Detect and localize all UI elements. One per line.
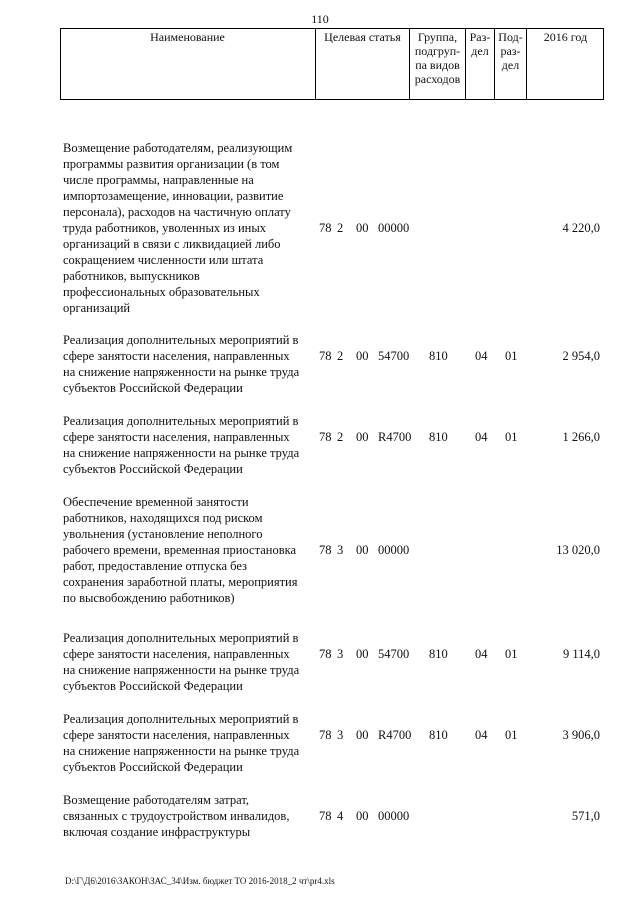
header-subsection: Под- раз- дел (495, 28, 527, 100)
target-part-3: 00 (356, 728, 369, 742)
target-part-3: 00 (356, 647, 369, 661)
target-part-2: 4 (337, 809, 344, 823)
row-name-line: сохранения заработной платы, мероприятия (63, 575, 298, 589)
row-name-line: программы развития организации (в том (63, 157, 280, 171)
target-part-2: 3 (337, 543, 344, 557)
target-part-4: R4700 (378, 728, 412, 742)
group-code: 810 (429, 728, 448, 742)
target-part-4: R4700 (378, 430, 412, 444)
target-part-1: 78 (319, 728, 332, 742)
amount-2016: 571,0 (571, 809, 600, 823)
row-name (63, 494, 313, 606)
amount-2016: 9 114,0 (562, 647, 600, 661)
header-group: Группа, подгруп- па видов расходов (410, 28, 466, 100)
row-name-line: Реализация дополнительных мероприятий в (63, 631, 299, 645)
row-name-line: на снижение напряженности на рынке труда (63, 744, 300, 758)
group-code: 810 (429, 647, 448, 661)
row-name-line: сфере занятости населения, направленных (63, 647, 290, 661)
target-part-1: 78 (319, 349, 332, 363)
amount-2016: 4 220,0 (562, 221, 600, 235)
header-name: Наименование (60, 28, 316, 100)
target-part-2: 3 (337, 728, 344, 742)
header-section: Раз- дел (466, 28, 495, 100)
row-name-line: работ, предоставление отпуска без (63, 559, 247, 573)
row-name-line: числе программы, направленные на (63, 173, 254, 187)
row-name (63, 711, 313, 775)
target-part-4: 54700 (378, 647, 410, 661)
row-name-line: организаций (63, 301, 131, 315)
row-name-line: работников, выпускников (63, 269, 200, 283)
row-name-line: сокращением численности или штата (63, 253, 264, 267)
amount-2016: 13 020,0 (556, 543, 600, 557)
row-name-line: сфере занятости населения, направленных (63, 430, 290, 444)
row-name (63, 413, 313, 477)
subsection-code: 01 (505, 647, 518, 661)
target-part-2: 2 (337, 221, 344, 235)
row-name-line: по высвобождению работников) (63, 591, 235, 605)
row-name-line: Реализация дополнительных мероприятий в (63, 712, 299, 726)
target-part-2: 3 (337, 647, 344, 661)
target-part-4: 54700 (378, 349, 410, 363)
section-code: 04 (475, 728, 488, 742)
row-name-line: на снижение напряженности на рынке труда (63, 446, 300, 460)
amount-2016: 3 906,0 (562, 728, 600, 742)
target-part-1: 78 (319, 809, 332, 823)
section-code: 04 (475, 647, 488, 661)
file-path-footer: D:\Г\Д6\2016\ЗАКОН\ЗАС_34\Изм. бюджет ТО 2016-2018_2 чт\pr4.xls (65, 876, 335, 886)
subsection-code: 01 (505, 430, 518, 444)
row-name-line: профессиональных образовательных (63, 285, 260, 299)
section-code: 04 (475, 349, 488, 363)
row-name-line: Реализация дополнительных мероприятий в (63, 333, 299, 347)
row-name-line: субъектов Российской Федерации (63, 679, 243, 693)
header-year: 2016 год (543, 30, 588, 44)
target-part-2: 2 (337, 430, 344, 444)
row-name-line: импортозамещение, инновации, развитие (63, 189, 284, 203)
page-number: 110 (311, 12, 329, 26)
row-name-line: рабочего времени, временная приостановка (63, 543, 297, 557)
row-name-line: на снижение напряженности на рынке труда (63, 663, 300, 677)
row-name-line: организаций в связи с ликвидацией либо (63, 237, 281, 251)
group-code: 810 (429, 430, 448, 444)
section-code: 04 (475, 430, 488, 444)
row-name-line: включая создание инфраструктуры (63, 825, 251, 839)
row-name (63, 630, 313, 694)
row-name-line: Возмещение работодателям, реализующим (63, 141, 293, 155)
target-part-2: 2 (337, 349, 344, 363)
row-name-line: связанных с трудоустройством инвалидов, (63, 809, 290, 823)
target-part-1: 78 (319, 543, 332, 557)
row-name-line: работников, находящихся под риском (63, 511, 263, 525)
row-name-line: Обеспечение временной занятости (63, 495, 249, 509)
row-name-line: Реализация дополнительных мероприятий в (63, 414, 299, 428)
target-part-1: 78 (319, 221, 332, 235)
target-part-1: 78 (319, 647, 332, 661)
row-name-line: персонала), расходов на частичную оплату (63, 205, 291, 219)
row-name-line: сфере занятости населения, направленных (63, 349, 290, 363)
target-part-3: 00 (356, 543, 369, 557)
row-name (63, 140, 313, 316)
target-part-3: 00 (356, 809, 369, 823)
row-name-line: сфере занятости населения, направленных (63, 728, 290, 742)
target-part-1: 78 (319, 430, 332, 444)
row-name (63, 792, 313, 840)
amount-2016: 1 266,0 (562, 430, 600, 444)
subsection-code: 01 (505, 349, 518, 363)
row-name-line: субъектов Российской Федерации (63, 381, 243, 395)
row-name-line: субъектов Российской Федерации (63, 462, 243, 476)
row-name-line: увольнения (установление неполного (63, 527, 263, 541)
group-code: 810 (429, 349, 448, 363)
target-part-3: 00 (356, 221, 369, 235)
row-name-line: Возмещение работодателям затрат, (63, 793, 249, 807)
header-target: Целевая статья (316, 28, 410, 100)
target-part-3: 00 (356, 349, 369, 363)
row-name-line: субъектов Российской Федерации (63, 760, 243, 774)
subsection-code: 01 (505, 728, 518, 742)
target-part-4: 00000 (378, 809, 410, 823)
amount-2016: 2 954,0 (562, 349, 600, 363)
row-name (63, 332, 313, 396)
table-header (60, 28, 604, 100)
row-name-line: труда работников, уволенных из иных (63, 221, 266, 235)
target-part-4: 00000 (378, 543, 410, 557)
target-part-3: 00 (356, 430, 369, 444)
target-part-4: 00000 (378, 221, 410, 235)
row-name-line: на снижение напряженности на рынке труда (63, 365, 300, 379)
